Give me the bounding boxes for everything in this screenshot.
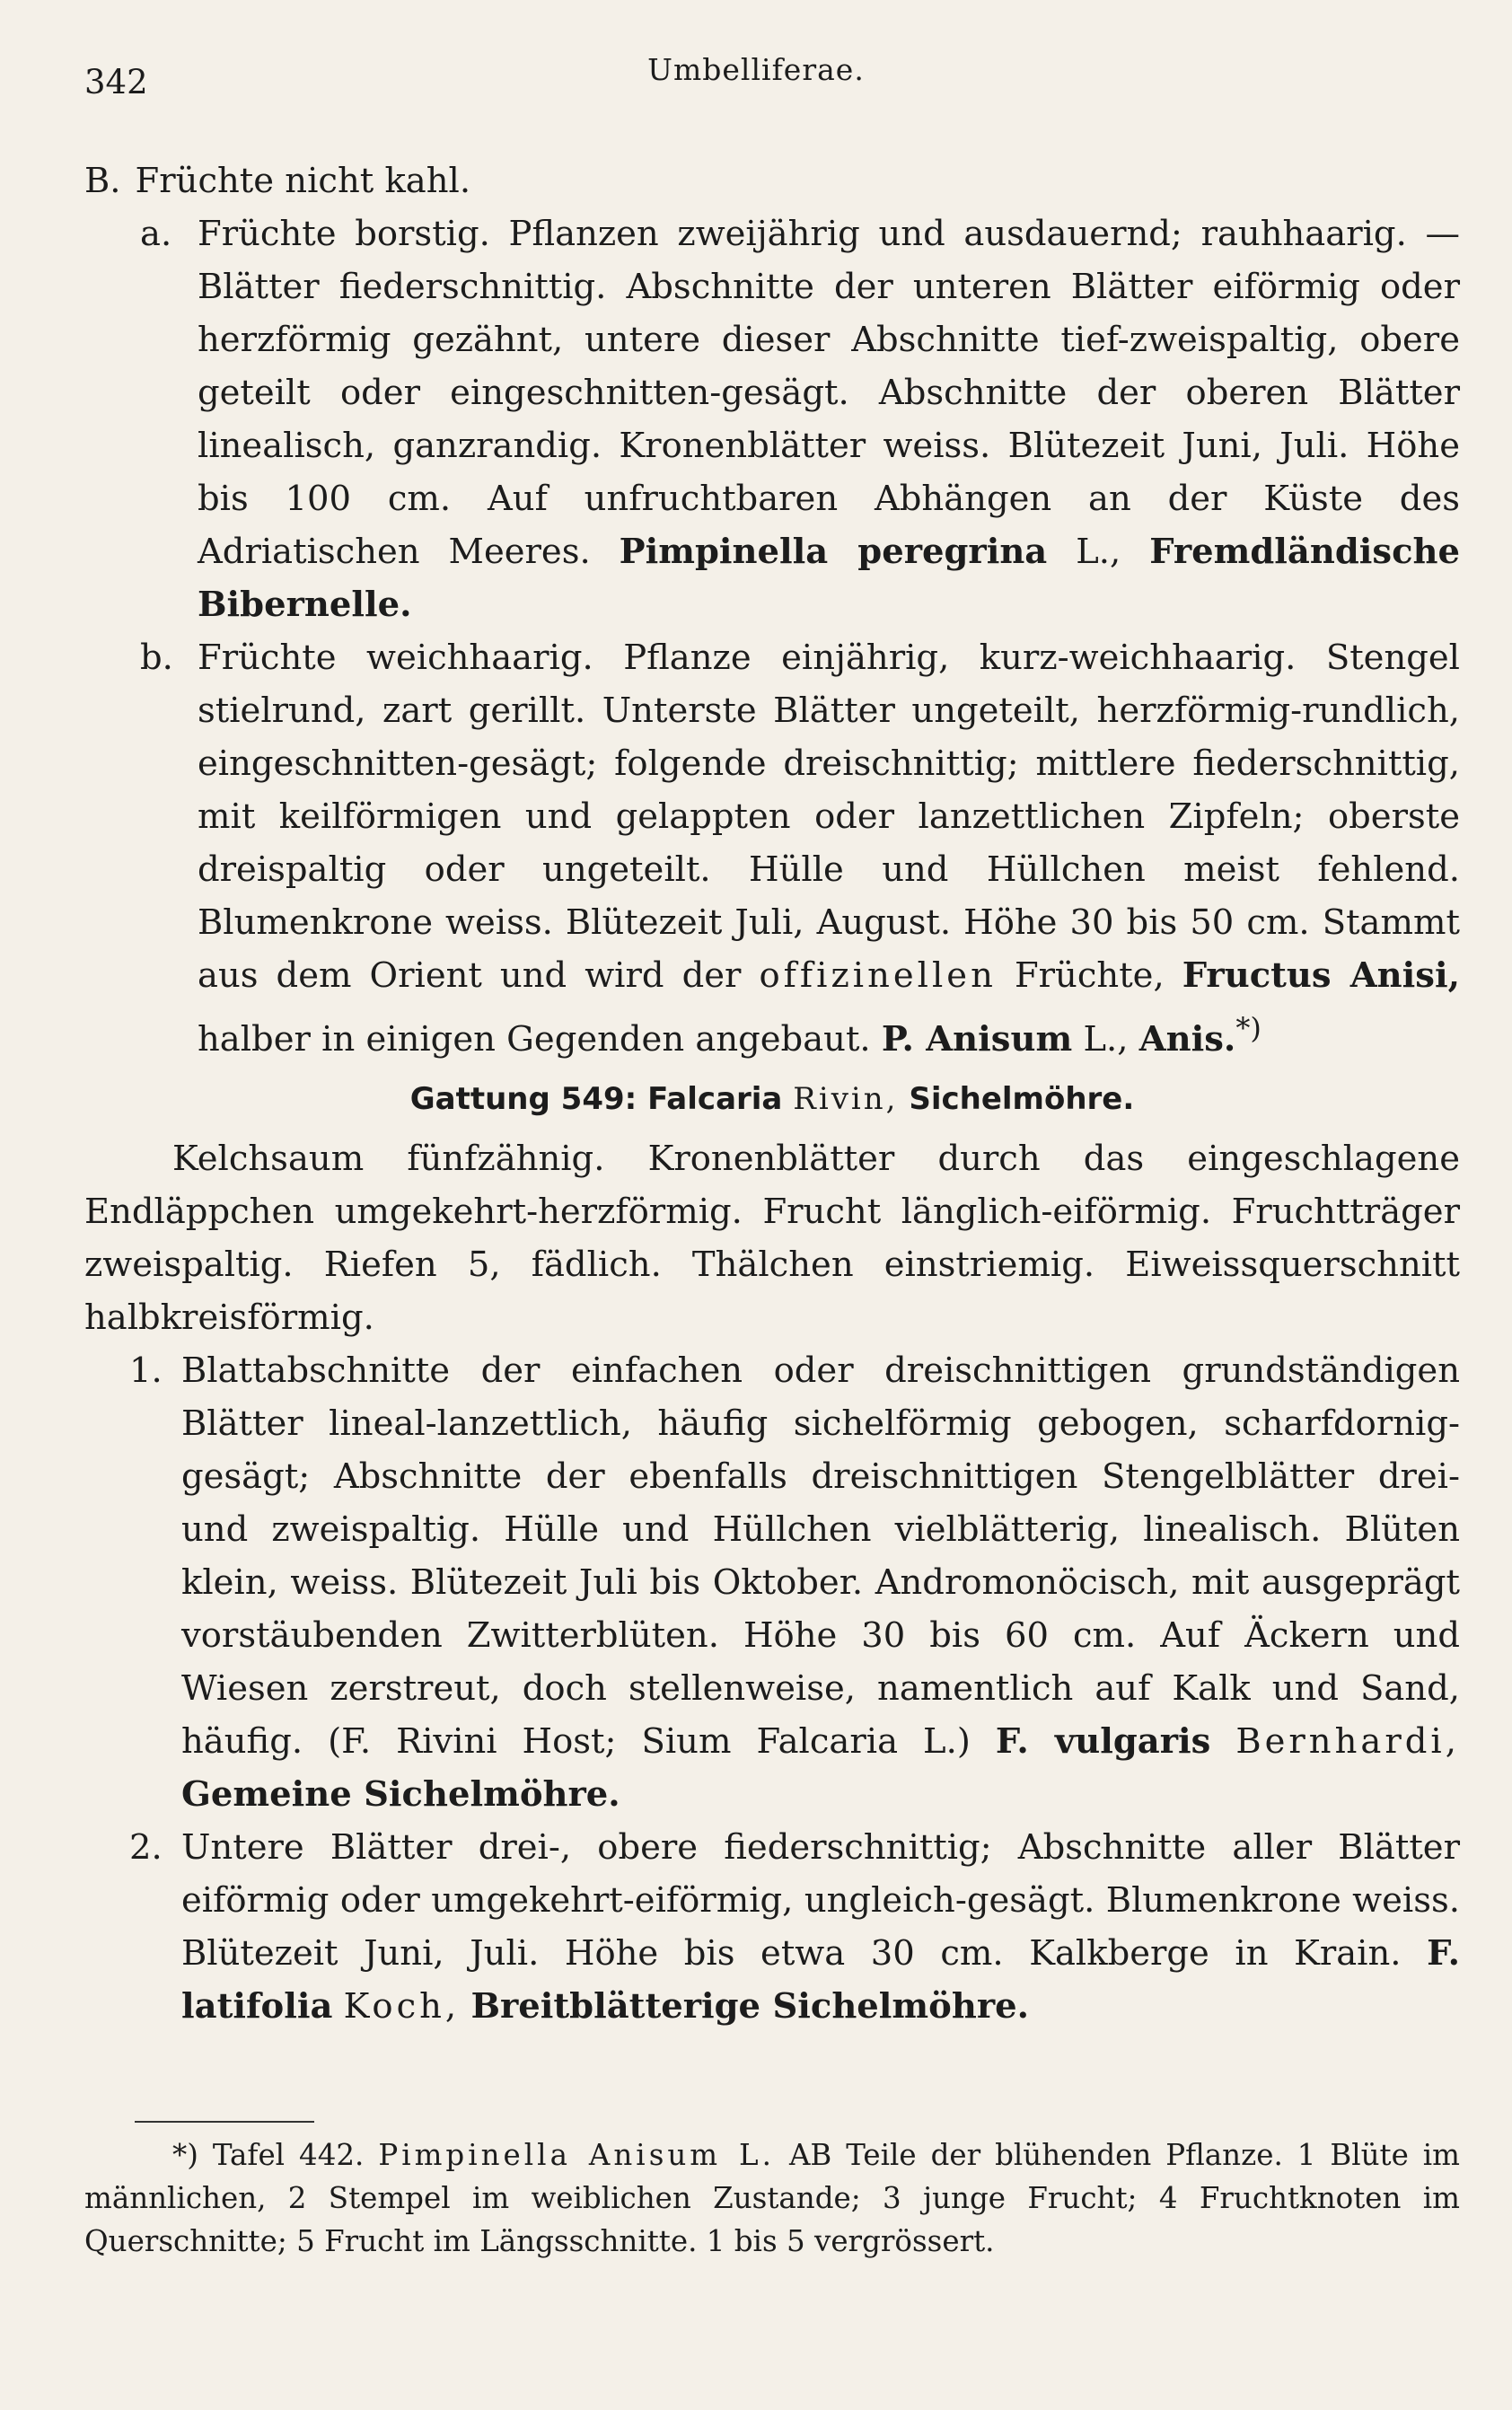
species-author: L., bbox=[1083, 1018, 1129, 1060]
footnote-marker: *) bbox=[172, 2138, 198, 2172]
drug-name: Fructus Anisi, bbox=[1182, 955, 1461, 996]
common-name: Breitblätterige Sichelmöhre. bbox=[470, 1985, 1030, 2027]
common-name: Anis. bbox=[1138, 1018, 1236, 1060]
plate-species: Pimpinella Anisum L. bbox=[378, 2138, 775, 2172]
key-marker: B. bbox=[84, 161, 121, 201]
key-text: Früchte nicht kahl. bbox=[135, 161, 471, 201]
spaced-text: offizinellen bbox=[759, 955, 997, 996]
genus-label: Gattung 549: bbox=[409, 1080, 637, 1117]
genus-author: Rivin, bbox=[793, 1080, 899, 1117]
species-author: Bernhardi, bbox=[1235, 1720, 1460, 1762]
species-description: Blattabschnitte der einfachen oder dreischnittigen grundständigen Blätter lineal-lanzettlich, häufig sichelförmig gebogen, scharfdornig-gesägt; Abschnitte der ebenfalls dreischnittigen Stengelblätter drei- und zweispaltig. Hülle und Hüllchen vielblätterig, linealisch. Blüten klein, weiss. Blütezeit Juli bis Oktober. Andromonöcisch, mit ausgeprägt vorstäubenden Zwitterblüten. Höhe 30 bis 60 cm. Auf Äckern und Wiesen zerstreut, doch stellenweise, namentlich auf Kalk und Sand, häufig. (F. Rivini Host; Sium Falcaria L.) bbox=[181, 1350, 1460, 1762]
species-description: Untere Blätter drei-, obere fiederschnittig; Abschnitte aller Blätter eiförmig oder umgekehrt-eiförmig, ungleich-gesägt. Blumenkrone weiss. Blütezeit Juni, Juli. Höhe bis etwa 30 cm. Kalkberge in Krain. bbox=[181, 1826, 1460, 1974]
key-marker: b. bbox=[140, 638, 173, 678]
main-text bbox=[84, 154, 1460, 2033]
species-name: P. Anisum bbox=[881, 1018, 1073, 1060]
genus-heading bbox=[84, 1073, 1460, 1125]
genus-name: Falcaria bbox=[647, 1080, 783, 1117]
plate-legend: AB Teile der blühenden Pflanze. 1 Blüte im männlichen, 2 Stempel im weiblichen Zustande; 3 junge Frucht; 4 Fruchtknoten im Querschnitte; 5 Frucht im Längsschnitte. 1 bis 5 vergrössert. bbox=[84, 2138, 1460, 2258]
key-text: halber in einigen Gegenden angebaut. bbox=[198, 1018, 871, 1060]
species-author: L., bbox=[1076, 532, 1121, 572]
genus-common-name: Sichelmöhre. bbox=[909, 1080, 1135, 1117]
page-number: 342 bbox=[84, 63, 148, 101]
common-name: Gemeine Sichelmöhre. bbox=[181, 1773, 620, 1815]
plate-reference: Tafel 442. bbox=[212, 2138, 365, 2172]
item-number: 2. bbox=[129, 1826, 163, 1868]
species-name: F. latifolia bbox=[181, 1932, 1460, 2027]
item-number: 1. bbox=[129, 1350, 163, 1391]
footnote-text bbox=[84, 2133, 1460, 2263]
genus-description: Kelchsaum fünfzähnig. Kronenblätter durch das eingeschlagene Endläppchen umgekehrt-herzförmig. Frucht länglich-eiförmig. Fruchtträger zweispaltig. Riefen 5, fädlich. Thälchen einstriemig. Eiweissquerschnitt halbkreisförmig. bbox=[84, 1138, 1460, 1338]
species-author: Koch, bbox=[343, 1985, 461, 2027]
page-header bbox=[81, 52, 1431, 106]
key-entry-bb bbox=[84, 631, 1460, 1066]
common-name: Fremdländische Bibernelle. bbox=[198, 532, 1460, 625]
species-name: F. vulgaris bbox=[995, 1720, 1211, 1762]
footnote-divider bbox=[135, 2121, 314, 2123]
key-text: Früchte borstig. Pflanzen zweijährig und ausdauernd; rauhhaarig. — Blätter fiederschnittig. Abschnitte der unteren Blätter eiförmig oder herzförmig gezähnt, untere dieser Abschnitte tief-zweispaltig, obere geteilt oder eingeschnitten-gesägt. Abschnitte der oberen Blätter linealisch, ganzrandig. Kronenblätter weiss. Blütezeit Juni, Juli. Höhe bis 100 cm. Auf unfruchtbaren Abhängen an der Küste des Adriatischen Meeres. bbox=[198, 214, 1460, 572]
key-entry-b bbox=[84, 154, 1460, 207]
species-name: Pimpinella peregrina bbox=[619, 532, 1048, 572]
key-entry-ba bbox=[84, 207, 1460, 631]
key-text: Früchte weichhaarig. Pflanze einjährig, kurz-weichhaarig. Stengel stielrund, zart gerillt. Unterste Blätter ungeteilt, herzförmig-rundlich, eingeschnitten-gesägt; folgende dreischnittig; mittlere fiederschnittig, mit keilförmigen und gelappten oder lanzettlichen Zipfeln; oberste dreispaltig oder ungeteilt. Hülle und Hüllchen meist fehlend. Blumenkrone weiss. Blütezeit Juli, August. Höhe 30 bis 50 cm. Stammt aus dem Orient und wird der bbox=[198, 638, 1460, 996]
key-marker: a. bbox=[140, 214, 172, 254]
species-entry-2 bbox=[84, 1821, 1460, 2033]
species-entry-1 bbox=[84, 1344, 1460, 1821]
footnote bbox=[84, 2133, 1460, 2263]
running-head: Umbelliferae. bbox=[647, 52, 865, 87]
key-text: Früchte, bbox=[1014, 955, 1165, 996]
footnote-reference: *) bbox=[1235, 1011, 1261, 1045]
